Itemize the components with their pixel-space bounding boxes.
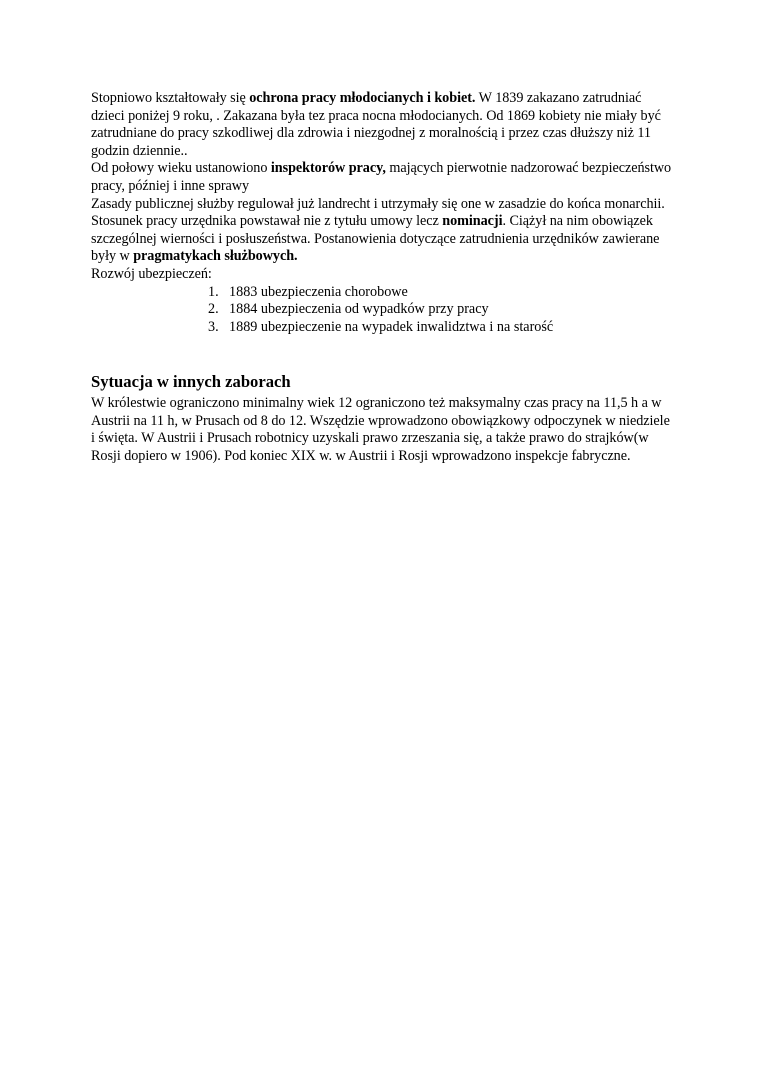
list-item xyxy=(91,284,676,302)
paragraph-other-partitions: W królestwie ograniczono minimalny wiek 12 ograniczono też maksymalny czas pracy na 11,5 h a w Austrii na 11 h, w Prusach od 8 do 12. Wszędzie wprowadzono obowiązkowy odpoczynek w niedziele i święta. W Austrii i Prusach robotnicy uzyskali prawo zrzeszania się, a także prawo do strajków(w Rosji dopiero w 1906). Pod koniec XIX w. w Austrii i Rosji wprowadzono inspekcje fabryczne. xyxy=(91,395,670,464)
paragraph-text: W 1839 zakazano zatrudniać dzieci poniżej 9 roku, . Zakazana była tez praca nocna młodocianych. Od 1869 kobiety nie miały być zatrudniane do pracy szkodliwej dla zdrowia i niezgodnej z moralnością i przez czas dłuższy niż 11 godzin dziennie.. xyxy=(91,90,661,159)
list-number: 2. xyxy=(208,301,219,318)
section-heading: Sytuacja w innych zaborach xyxy=(91,372,291,391)
paragraph-text: Stopniowo kształtowały się xyxy=(91,90,250,106)
paragraph-public-service xyxy=(91,196,676,266)
bold-term: inspektorów pracy, xyxy=(270,160,386,177)
list-item-text: 1889 ubezpieczenie na wypadek inwalidztwa i na starość xyxy=(229,318,554,335)
section-other-partitions xyxy=(91,395,676,465)
list-item xyxy=(91,319,676,337)
paragraph-text: Zasady publicznej służby regulował już landrecht i utrzymały się one w zasadzie do końca monarchii. Stosunek pracy urzędnika powstawał nie z tytułu umowy lecz xyxy=(91,195,665,230)
list-item-text: 1884 ubezpieczenia od wypadków przy pracy xyxy=(229,301,489,318)
list-number: 1. xyxy=(208,283,219,300)
list-item xyxy=(91,301,676,319)
bold-term: ochrona pracy młodocianych i kobiet. xyxy=(249,90,476,106)
list-number: 3. xyxy=(208,318,219,335)
paragraph-text: Od połowy wieku ustanowiono xyxy=(91,160,271,177)
paragraph-inspectors xyxy=(91,160,676,195)
insurance-list xyxy=(91,284,676,337)
bold-term: nominacji xyxy=(442,213,503,230)
document-content xyxy=(91,90,676,464)
bold-term: pragmatykach służbowych. xyxy=(133,248,298,265)
paragraph-text: mających pierwotnie nadzorować bezpieczeństwo pracy, później i inne sprawy xyxy=(91,160,672,194)
list-item-text: 1883 ubezpieczenia chorobowe xyxy=(229,283,408,300)
paragraph-insurance-heading: Rozwój ubezpieczeń: xyxy=(91,265,212,282)
paragraph-labor-protection xyxy=(91,90,676,160)
paragraph-text: . Ciążył na nim obowiązek szczególnej wierności i posłuszeństwa. Postanowienia dotyczące zatrudnienia urzędników zawierane były w xyxy=(91,213,660,265)
